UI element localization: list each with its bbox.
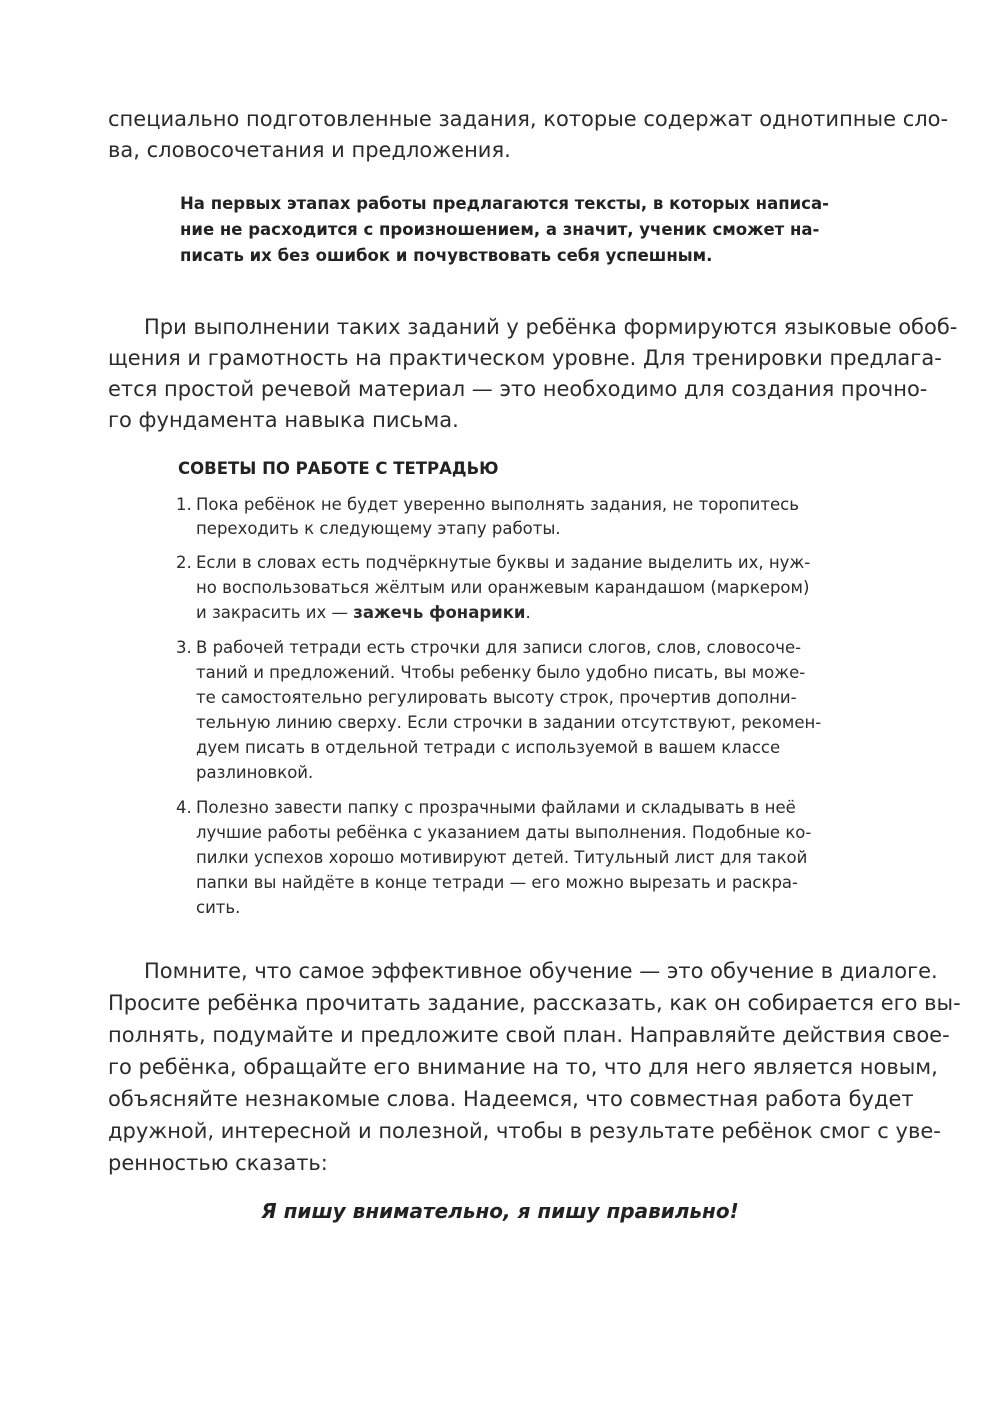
tip-line: тельную линию сверху. Если строчки в задании отсутствуют, рекомен- (196, 713, 822, 732)
tip-line: но воспользоваться жёлтым или оранжевым карандашом (маркером) (196, 578, 810, 597)
tip-number: 1. (176, 495, 192, 514)
tip-highlight: зажечь фонарики (353, 603, 526, 622)
tip-line: переходить к следующему этапу работы. (196, 519, 561, 538)
tip-number: 4. (176, 798, 192, 817)
tip-line: папки вы найдёте в конце тетради — его можно вырезать и раскра- (196, 873, 799, 892)
tip-number: 3. (176, 638, 192, 657)
tip-number: 2. (176, 553, 192, 572)
tip-line: дуем писать в отдельной тетради с используемой в вашем классе (196, 738, 781, 757)
tip-line: Если в словах есть подчёркнутые буквы и задание выделить их, нуж- (196, 553, 811, 572)
tip-line-suffix: . (525, 603, 531, 622)
callout-line: ние не расходится с произношением, а значит, ученик сможет на- (180, 220, 820, 239)
intro-line: специально подготовленные задания, которые содержат однотипные сло- (108, 107, 949, 131)
tip-line: пилки успехов хорошо мотивируют детей. Титульный лист для такой (196, 848, 808, 867)
practice-line: При выполнении таких заданий у ребёнка формируются языковые обоб- (144, 315, 958, 339)
tip-line: таний и предложений. Чтобы ребенку было удобно писать, вы може- (196, 663, 806, 682)
closing-line: Просите ребёнка прочитать задание, рассказать, как он собирается его вы- (108, 991, 961, 1015)
practice-line: го фундамента навыка письма. (108, 408, 459, 432)
closing-line: го ребёнка, обращайте его внимание на то, что для него является новым, (108, 1055, 938, 1079)
practice-line: ется простой речевой материал — это необходимо для создания прочно- (108, 377, 928, 401)
practice-line: щения и грамотность на практическом уровне. Для тренировки предлага- (108, 346, 942, 370)
closing-line: объясняйте незнакомые слова. Надеемся, что совместная работа будет (108, 1087, 914, 1111)
tip-line: Пока ребёнок не будет уверенно выполнять задания, не торопитесь (196, 495, 799, 514)
tip-line: сить. (196, 898, 241, 917)
tip-line: В рабочей тетради есть строчки для записи слогов, слов, словосоче- (196, 638, 802, 657)
motto: Я пишу внимательно, я пишу правильно! (261, 1199, 739, 1223)
closing-line: ренностью сказать: (108, 1151, 328, 1175)
closing-line: дружной, интересной и полезной, чтобы в результате ребёнок смог с уве- (108, 1119, 941, 1143)
callout-line: На первых этапах работы предлагаются тексты, в которых написа- (180, 194, 829, 213)
tips-heading: СОВЕТЫ ПО РАБОТЕ С ТЕТРАДЬЮ (178, 459, 499, 478)
tip-line (196, 600, 531, 626)
intro-line: ва, словосочетания и предложения. (108, 138, 511, 162)
tip-line-prefix: и закрасить их — (196, 603, 354, 622)
tip-line: разлиновкой. (196, 763, 314, 782)
tip-line: Полезно завести папку с прозрачными файлами и складывать в неё (196, 798, 796, 817)
closing-line: Помните, что самое эффективное обучение — это обучение в диалоге. (144, 959, 938, 983)
tip-line: те самостоятельно регулировать высоту строк, прочертив дополни- (196, 688, 797, 707)
callout-line: писать их без ошибок и почувствовать себя успешным. (180, 246, 713, 265)
closing-line: полнять, подумайте и предложите свой план. Направляйте действия свое- (108, 1023, 950, 1047)
tip-line: лучшие работы ребёнка с указанием даты выполнения. Подобные ко- (196, 823, 812, 842)
